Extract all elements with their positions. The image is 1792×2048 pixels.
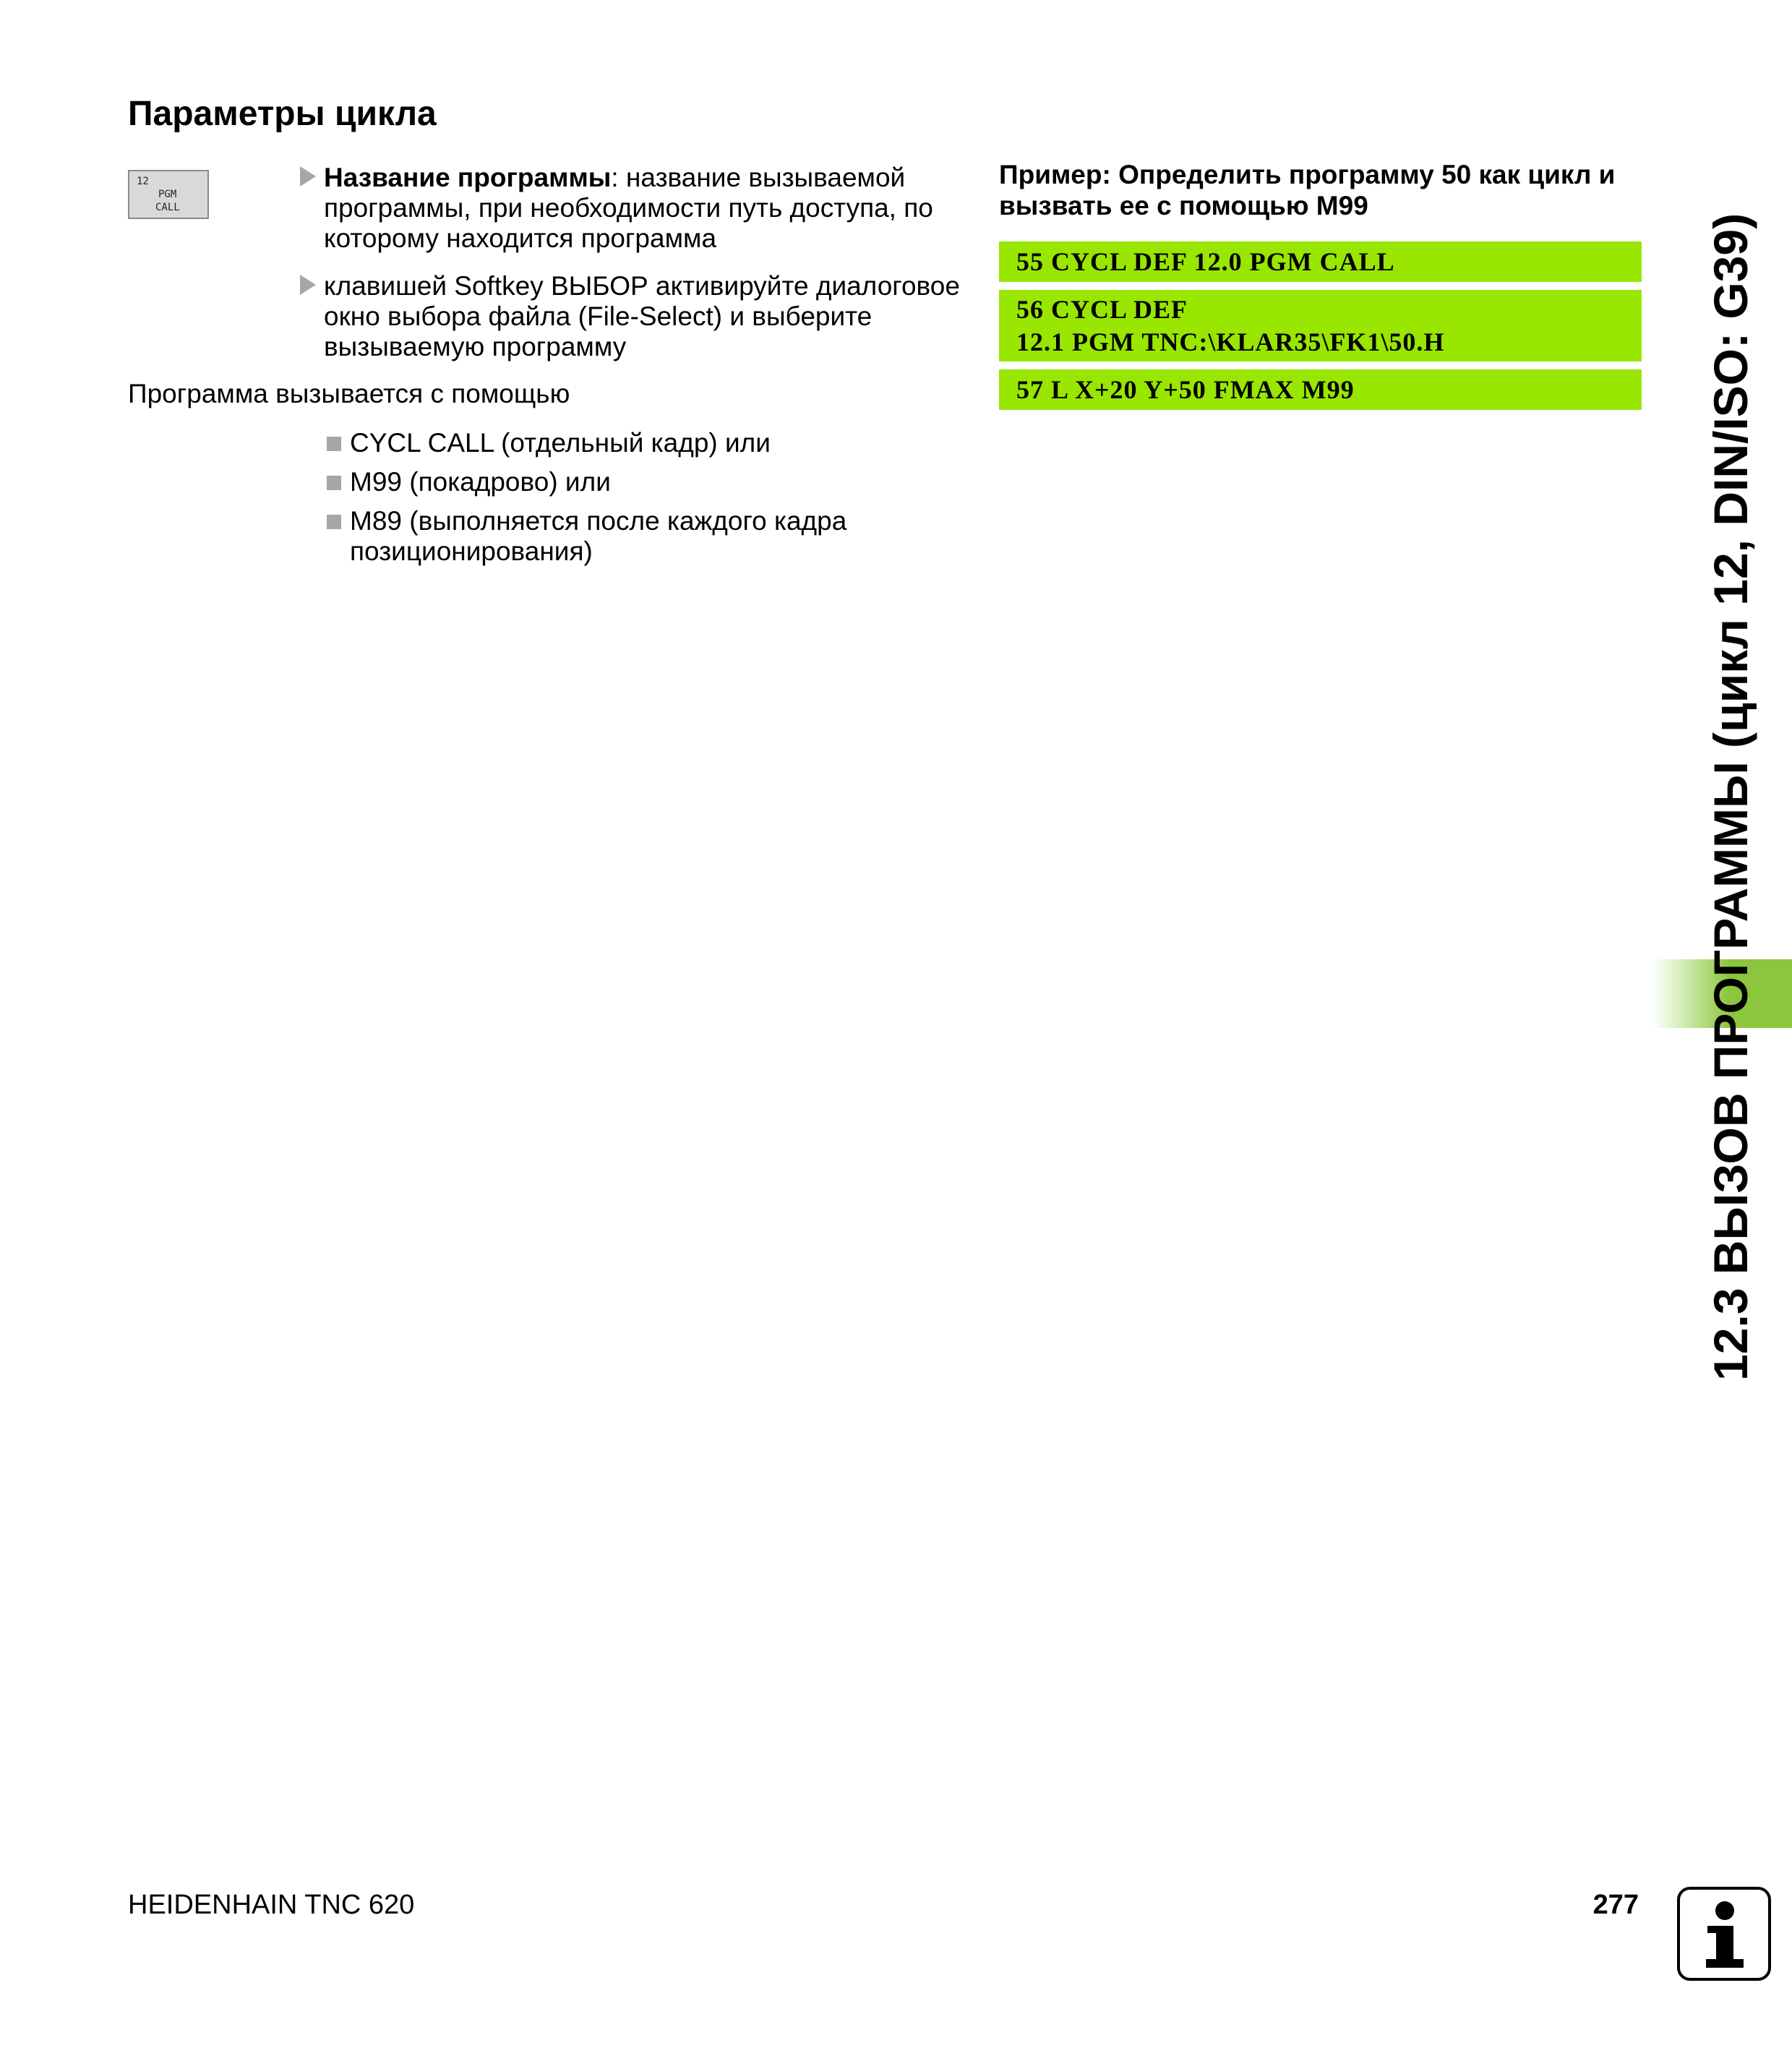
footer-product: HEIDENHAIN TNC 620	[128, 1890, 415, 1920]
softkey-line2: CALL	[155, 202, 180, 213]
list-item-text: M99 (покадрово) или	[350, 467, 611, 497]
list-item	[325, 467, 961, 497]
call-options-list	[325, 428, 961, 575]
code-line: 57 L X+20 Y+50 FMAX M99	[1016, 375, 1355, 404]
triangle-right-icon	[300, 275, 316, 295]
triangle-right-icon	[300, 166, 316, 187]
section-title: Параметры цикла	[128, 95, 437, 133]
square-bullet-icon	[327, 476, 341, 490]
code-block	[999, 290, 1642, 361]
info-icon-serif-bottom	[1706, 1959, 1744, 1968]
step-program-name	[300, 163, 965, 254]
step-label: Название программы	[324, 163, 612, 192]
list-item	[325, 506, 961, 567]
step-text: : название вызываемой программы, при необходимости путь доступа, по которому находится программа	[324, 163, 933, 253]
list-item-text: CYCL CALL (отдельный кадр) или	[350, 428, 771, 458]
info-icon	[1677, 1887, 1771, 1981]
call-intro-text: Программа вызывается с помощью	[128, 379, 570, 408]
softkey-line1: PGM	[158, 189, 177, 200]
list-item-text: M89 (выполняется после каждого кадра позиционирования)	[350, 506, 847, 566]
list-item	[325, 428, 961, 458]
info-icon-dot	[1715, 1901, 1734, 1920]
code-block	[999, 241, 1642, 282]
code-line: 12.1 PGM TNC:\KLAR35\FK1\50.H	[1016, 327, 1445, 356]
info-icon-stem	[1716, 1926, 1733, 1963]
example-heading: Пример: Определить программу 50 как цикл и вызвать ее с помощью M99	[999, 160, 1616, 220]
softkey-number: 12	[137, 176, 149, 187]
square-bullet-icon	[327, 437, 341, 451]
code-block	[999, 369, 1642, 410]
chapter-side-title: 12.3 ВЫЗОВ ПРОГРАММЫ (цикл 12, DIN/ISO: G39)	[1704, 213, 1757, 1381]
page-number: 277	[1592, 1890, 1639, 1920]
step-text: клавишей Softkey ВЫБОР активируйте диалоговое окно выбора файла (File-Select) и выберите вызываемую программу	[324, 271, 960, 361]
pgm-call-softkey-icon	[128, 170, 209, 219]
step-file-select	[300, 271, 965, 362]
code-line: 55 CYCL DEF 12.0 PGM CALL	[1016, 247, 1395, 276]
square-bullet-icon	[327, 515, 341, 529]
code-line: 56 CYCL DEF	[1016, 295, 1188, 324]
